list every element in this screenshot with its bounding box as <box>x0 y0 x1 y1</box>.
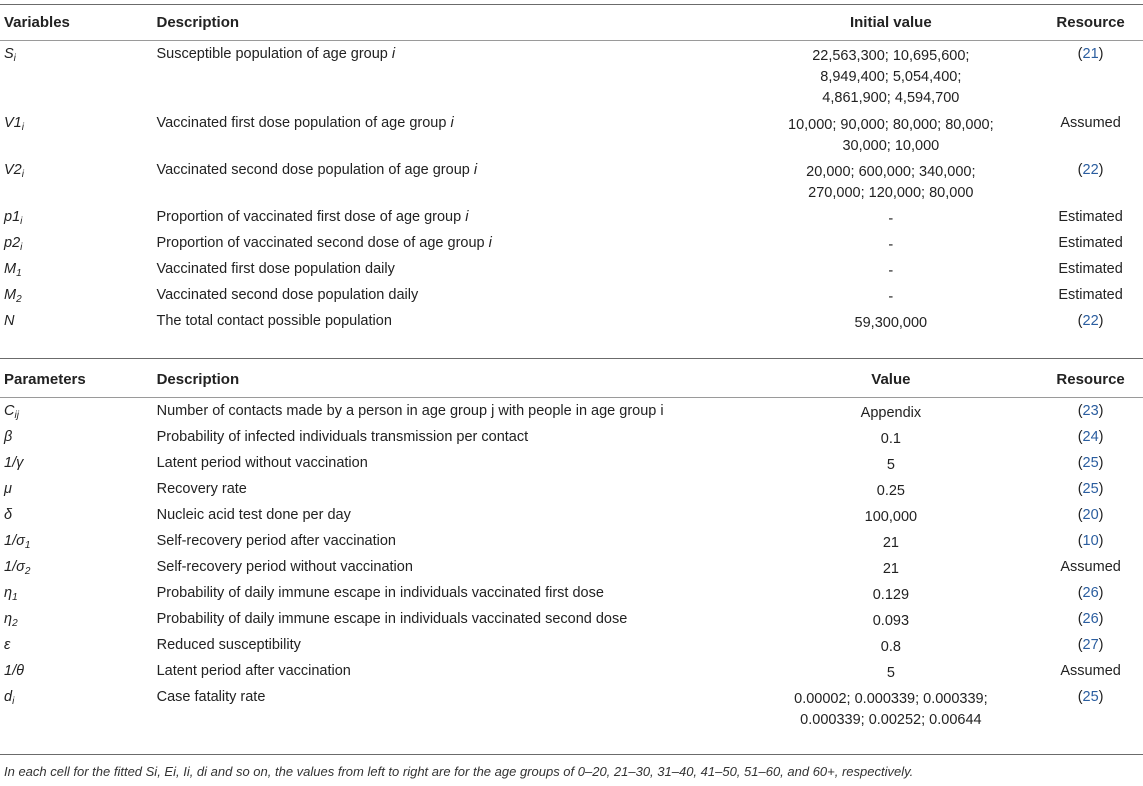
parameter-resource-text: (26) <box>1077 585 1104 601</box>
variable-symbol-subscript: 2 <box>16 294 22 305</box>
parameter-symbol-text: β <box>4 429 13 445</box>
variable-description-italic: i <box>465 209 469 225</box>
parameter-value <box>744 580 1039 606</box>
parameter-resource-text: Assumed <box>1060 663 1121 679</box>
parameter-resource <box>1038 528 1143 554</box>
param-description-col-header: Description <box>152 359 744 398</box>
variable-row <box>0 110 1143 157</box>
table-bottom-rule <box>0 754 1143 755</box>
variable-resource-text: (21) <box>1077 46 1104 62</box>
parameter-row <box>0 528 1143 554</box>
variable-symbol-text: V2 <box>4 162 22 178</box>
variable-value-line: 8,949,400; 5,054,400; <box>820 69 962 85</box>
parameter-symbol-subscript: ij <box>14 410 19 421</box>
parameter-description <box>152 580 744 606</box>
variable-resource <box>1038 157 1143 204</box>
parameter-description <box>152 554 744 580</box>
variable-description-text: Vaccinated second dose population daily <box>156 287 419 303</box>
parameter-resource <box>1038 658 1143 684</box>
variable-symbol-subscript: i <box>20 242 23 253</box>
parameter-description-text: Latent period after vaccination <box>156 663 351 679</box>
parameter-description-text: Self-recovery period without vaccination <box>156 559 413 575</box>
parameter-row <box>0 684 1143 731</box>
parameter-symbol <box>0 450 152 476</box>
variable-symbol <box>0 230 152 256</box>
variables-header-row <box>0 5 1143 41</box>
variables-body <box>0 41 1143 335</box>
parameter-value <box>744 606 1039 632</box>
parameter-symbol-text: η <box>4 585 13 601</box>
variable-symbol <box>0 308 152 334</box>
variable-row <box>0 308 1143 334</box>
variable-symbol <box>0 110 152 157</box>
variable-value-line: - <box>888 237 894 253</box>
parameters-table <box>0 358 1143 731</box>
parameter-description <box>152 398 744 425</box>
parameter-symbol <box>0 554 152 580</box>
variable-symbol-subscript: i <box>21 122 24 133</box>
variable-reference-link[interactable]: 21 <box>1082 46 1099 62</box>
parameter-description <box>152 632 744 658</box>
variable-description <box>152 41 744 111</box>
parameter-value <box>744 476 1039 502</box>
param-resource-col-header: Resource <box>1038 359 1143 398</box>
parameter-description-text: Self-recovery period after vaccination <box>156 533 396 549</box>
variable-resource-text: (22) <box>1077 162 1104 178</box>
parameter-description <box>152 658 744 684</box>
variable-description-text: Vaccinated second dose population of age group <box>156 162 474 178</box>
variable-value-line: 30,000; 10,000 <box>842 138 940 154</box>
parameter-symbol-text: C <box>4 403 15 419</box>
parameter-resource <box>1038 398 1143 425</box>
parameter-description <box>152 450 744 476</box>
variable-resource <box>1038 282 1143 308</box>
variable-resource <box>1038 308 1143 334</box>
variable-symbol-subscript: i <box>21 169 24 180</box>
parameter-reference-link[interactable]: 25 <box>1082 455 1099 471</box>
variable-description-text: The total contact possible population <box>156 313 392 329</box>
parameter-resource <box>1038 476 1143 502</box>
variable-resource-text: Estimated <box>1058 209 1123 225</box>
variable-value-line: 4,861,900; 4,594,700 <box>822 90 960 106</box>
parameter-symbol <box>0 424 152 450</box>
parameter-value-line: 0.129 <box>872 587 910 603</box>
variable-value <box>743 308 1038 334</box>
parameter-description-text: Nucleic acid test done per day <box>156 507 351 523</box>
parameter-row <box>0 476 1143 502</box>
parameter-symbol-text: 1/σ <box>4 533 25 549</box>
variable-value <box>743 204 1038 230</box>
variable-resource-text: (22) <box>1077 313 1104 329</box>
variable-description-italic: i <box>488 235 492 251</box>
variable-symbol-text: p1 <box>4 209 21 225</box>
variable-description <box>152 282 744 308</box>
variable-symbol-subscript: i <box>13 53 16 64</box>
parameter-symbol-text: d <box>4 689 13 705</box>
variable-description-text: Proportion of vaccinated second dose of age group <box>156 235 489 251</box>
parameter-symbol <box>0 398 152 425</box>
variable-symbol-subscript: i <box>20 216 23 227</box>
parameter-value-line: 0.00002; 0.000339; 0.000339; <box>794 691 988 707</box>
resource-col-header: Resource <box>1038 5 1143 41</box>
variable-value-line: 20,000; 600,000; 340,000; <box>806 164 976 180</box>
variable-value-line: 22,563,300; 10,695,600; <box>812 48 970 64</box>
table-footnote: In each cell for the fitted Si, Ei, Ii, di and so on, the values from left to right are for the age groups of 0–20, 21–30, 31–40, 41–50, 51–60, and 60+, respectively. <box>4 764 914 779</box>
variable-value-line: - <box>888 211 894 227</box>
variable-description-italic: i <box>450 115 454 131</box>
parameter-resource <box>1038 580 1143 606</box>
variable-value <box>743 41 1038 111</box>
variable-reference-link[interactable]: 22 <box>1082 313 1099 329</box>
parameter-value-line: 21 <box>882 535 899 551</box>
variable-resource-text: Estimated <box>1058 261 1123 277</box>
parameter-row <box>0 424 1143 450</box>
variable-resource <box>1038 41 1143 111</box>
parameter-value <box>744 398 1039 425</box>
parameter-resource-text: (25) <box>1077 689 1104 705</box>
variable-row <box>0 204 1143 230</box>
parameter-symbol <box>0 502 152 528</box>
variable-row <box>0 41 1143 111</box>
variable-value <box>743 282 1038 308</box>
variable-reference-link[interactable]: 22 <box>1082 162 1099 178</box>
parameter-value <box>744 424 1039 450</box>
parameter-row <box>0 606 1143 632</box>
variable-symbol-text: M <box>4 287 17 303</box>
parameter-resource-text: (10) <box>1077 533 1104 549</box>
parameter-reference-link[interactable]: 24 <box>1082 429 1099 445</box>
parameter-value-line: 0.8 <box>880 639 901 655</box>
parameter-reference-link[interactable]: 25 <box>1082 481 1099 497</box>
parameter-symbol-text: μ <box>4 481 12 497</box>
parameter-value-line: 5 <box>886 665 895 681</box>
parameter-resource <box>1038 632 1143 658</box>
variable-resource-text: Assumed <box>1060 115 1121 131</box>
parameter-description <box>152 606 744 632</box>
parameter-value-line: 5 <box>886 457 895 473</box>
variable-resource <box>1038 204 1143 230</box>
variable-resource-text: Estimated <box>1058 235 1123 251</box>
parameter-resource-text: (23) <box>1077 403 1104 419</box>
parameter-symbol-text: 1/θ <box>4 663 24 679</box>
parameter-value <box>744 528 1039 554</box>
variable-description-text: Proportion of vaccinated first dose of age group <box>156 209 466 225</box>
parameter-row <box>0 398 1143 425</box>
variable-value <box>743 157 1038 204</box>
parameter-symbol-text: ε <box>4 637 11 653</box>
parameter-symbol-subscript: 2 <box>12 618 18 629</box>
variable-resource <box>1038 110 1143 157</box>
parameter-resource <box>1038 684 1143 731</box>
parameter-resource <box>1038 450 1143 476</box>
variable-resource <box>1038 230 1143 256</box>
variable-row <box>0 157 1143 204</box>
parameter-description <box>152 684 744 731</box>
variable-symbol-text: S <box>4 46 14 62</box>
variable-resource <box>1038 256 1143 282</box>
parameter-symbol <box>0 606 152 632</box>
variables-table <box>0 4 1143 334</box>
variable-row <box>0 282 1143 308</box>
variable-value <box>743 256 1038 282</box>
parameter-resource <box>1038 554 1143 580</box>
variable-description <box>152 230 744 256</box>
parameter-resource-text: (20) <box>1077 507 1104 523</box>
parameter-value <box>744 658 1039 684</box>
parameter-symbol <box>0 684 152 731</box>
parameter-resource-text: (25) <box>1077 481 1104 497</box>
variable-value-line: - <box>888 289 894 305</box>
variable-symbol <box>0 282 152 308</box>
parameter-description <box>152 502 744 528</box>
variable-description-italic: i <box>391 46 396 62</box>
parameter-value <box>744 502 1039 528</box>
parameter-row <box>0 658 1143 684</box>
variable-value-line: 59,300,000 <box>854 315 928 331</box>
parameters-body <box>0 398 1143 732</box>
parameter-reference-link[interactable]: 10 <box>1082 533 1099 549</box>
parameter-value-line: 0.1 <box>880 431 901 447</box>
parameter-row <box>0 580 1143 606</box>
variable-symbol-text: M <box>4 261 17 277</box>
parameter-value <box>744 632 1039 658</box>
parameter-description <box>152 424 744 450</box>
parameter-row <box>0 632 1143 658</box>
parameter-description-text: Latent period without vaccination <box>156 455 368 471</box>
parameter-value <box>744 684 1039 731</box>
variable-symbol-text: p2 <box>4 235 21 251</box>
value-col-header: Value <box>744 359 1039 398</box>
variable-symbol-text: V1 <box>4 115 22 131</box>
parameter-symbol-subscript: 2 <box>24 566 31 577</box>
parameter-symbol <box>0 658 152 684</box>
parameter-symbol-text: η <box>4 611 13 627</box>
variable-value-line: 270,000; 120,000; 80,000 <box>808 185 974 201</box>
variable-description <box>152 308 744 334</box>
parameter-resource <box>1038 424 1143 450</box>
variable-value-line: - <box>888 263 894 279</box>
parameter-row <box>0 502 1143 528</box>
parameter-resource-text: (24) <box>1077 429 1104 445</box>
variable-resource-text: Estimated <box>1058 287 1123 303</box>
parameter-description <box>152 476 744 502</box>
parameter-resource <box>1038 502 1143 528</box>
variable-value-line: 10,000; 90,000; 80,000; 80,000; <box>788 117 994 133</box>
parameters-header-row <box>0 359 1143 398</box>
parameter-symbol-subscript: 1 <box>12 592 18 603</box>
parameter-row <box>0 554 1143 580</box>
parameter-symbol-subscript: i <box>12 696 15 707</box>
parameter-description-text: Recovery rate <box>156 481 247 497</box>
variable-description <box>152 256 744 282</box>
variable-symbol-text: N <box>4 313 15 329</box>
parameter-reference-link[interactable]: 26 <box>1082 585 1099 601</box>
parameter-symbol-subscript: 1 <box>24 540 31 551</box>
variable-value <box>743 110 1038 157</box>
parameter-value-line: Appendix <box>860 405 922 421</box>
variable-description-text: Susceptible population of age group <box>156 46 392 62</box>
parameter-reference-link[interactable]: 20 <box>1082 507 1099 523</box>
parameter-description-text: Reduced susceptibility <box>156 637 301 653</box>
parameter-value-line: 0.000339; 0.00252; 0.00644 <box>800 712 982 728</box>
parameter-symbol <box>0 528 152 554</box>
parameter-reference-link[interactable]: 23 <box>1082 403 1099 419</box>
variable-description-text: Vaccinated first dose population of age group <box>156 115 451 131</box>
variable-description <box>152 204 744 230</box>
variable-symbol <box>0 204 152 230</box>
parameter-symbol <box>0 580 152 606</box>
parameter-symbol <box>0 632 152 658</box>
parameter-value-line: 100,000 <box>864 509 918 525</box>
parameter-symbol <box>0 476 152 502</box>
parameter-resource-text: (27) <box>1077 637 1104 653</box>
variable-symbol <box>0 41 152 111</box>
parameter-value-line: 21 <box>882 561 899 577</box>
initial-value-col-header: Initial value <box>743 5 1038 41</box>
parameter-symbol-text: 1/σ <box>4 559 25 575</box>
parameter-reference-link[interactable]: 27 <box>1082 637 1099 653</box>
variable-row <box>0 230 1143 256</box>
parameter-reference-link[interactable]: 25 <box>1082 689 1099 705</box>
parameter-symbol-text: δ <box>4 507 13 523</box>
parameter-description-text: Probability of daily immune escape in individuals vaccinated second dose <box>156 611 628 627</box>
variable-description-text: Vaccinated first dose population daily <box>156 261 395 277</box>
parameter-reference-link[interactable]: 26 <box>1082 611 1099 627</box>
parameter-description-text: Case fatality rate <box>156 689 266 705</box>
variable-description <box>152 157 744 204</box>
parameter-resource <box>1038 606 1143 632</box>
variable-symbol <box>0 157 152 204</box>
parameter-description-text: Number of contacts made by a person in age group j with people in age group i <box>156 403 664 419</box>
variable-symbol <box>0 256 152 282</box>
parameter-value <box>744 450 1039 476</box>
parameter-value <box>744 554 1039 580</box>
parameter-row <box>0 450 1143 476</box>
parameter-description-text: Probability of daily immune escape in individuals vaccinated first dose <box>156 585 604 601</box>
parameters-col-header: Parameters <box>0 359 152 398</box>
variable-row <box>0 256 1143 282</box>
parameter-resource-text: Assumed <box>1060 559 1121 575</box>
description-col-header: Description <box>152 5 744 41</box>
parameter-value-line: 0.25 <box>876 483 905 499</box>
variable-value <box>743 230 1038 256</box>
parameter-resource-text: (25) <box>1077 455 1104 471</box>
parameter-description-text: Probability of infected individuals transmission per contact <box>156 429 529 445</box>
variable-description <box>152 110 744 157</box>
parameter-description <box>152 528 744 554</box>
parameter-value-line: 0.093 <box>872 613 910 629</box>
parameter-resource-text: (26) <box>1077 611 1104 627</box>
variable-description-italic: i <box>473 162 478 178</box>
variable-symbol-subscript: 1 <box>16 268 22 279</box>
parameter-symbol-text: 1/γ <box>4 455 24 471</box>
variables-col-header: Variables <box>0 5 152 41</box>
